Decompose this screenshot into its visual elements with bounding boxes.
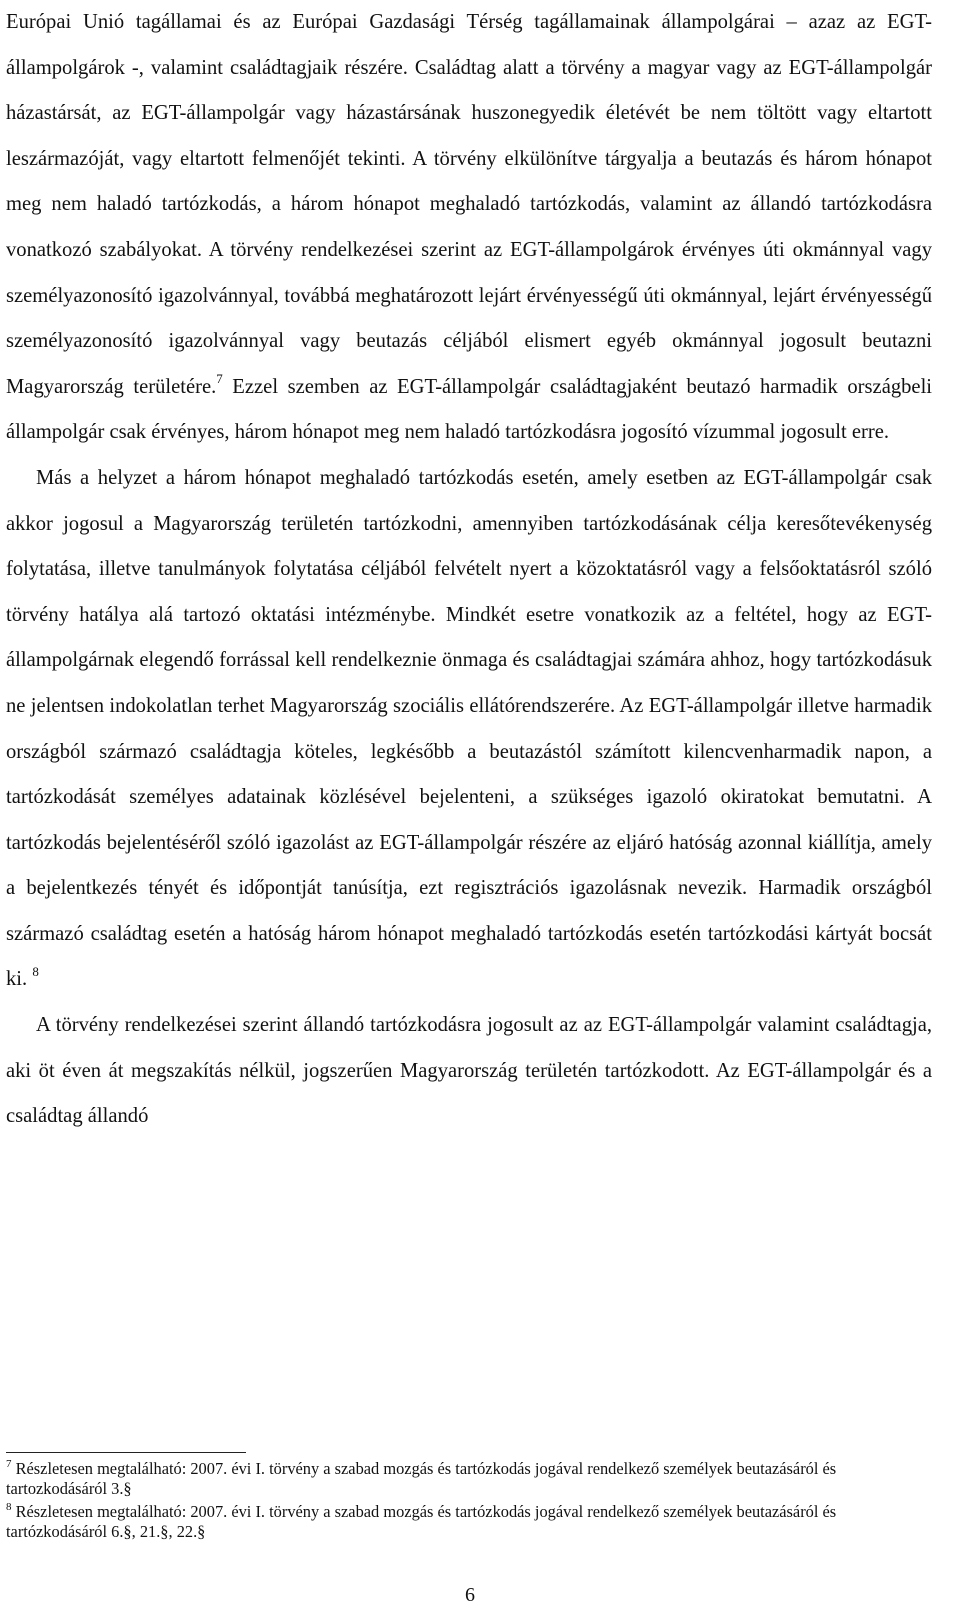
paragraph-2-text: Más a helyzet a három hónapot meghaladó tartózkodás esetén, amely esetben az EGT-állampolgár csak akkor jogosul a Magyarország területén tartózkodni, amennyiben tartózkodásának célja keresőtevékenység folytatása, illetve tanulmányok folytatása céljából felvételt nyert a közoktatásról vagy a felsőoktatásról szóló törvény hatálya alá tartozó oktatási intézménybe. Mindkét esetre vonatkozik az a feltétel, hogy az EGT-állampolgárnak elegendő forrással kell rendelkeznie önmaga és családtagjai számára ahhoz, hogy tartózkodásuk ne jelentsen indokolatlan terhet Magyarország szociális ellátórendszerére. Az EGT-állampolgár illetve harmadik országból származó családtagja köteles, legkésőbb a beutazástól számított kilencvenharmadik napon, a tartózkodását személyes adatainak közlésével bejelenteni, a szükséges igazoló okiratokat bemutatni. A tartózkodás bejelentéséről szóló igazolást az EGT-állampolgár részére az eljáró hatóság azonnal kiállítja, amely a bejelentkezés tényét és időpontját tanúsítja, ezt regisztrációs igazolásnak nevezik. Harmadik országból származó családtag esetén a hatóság három hónapot meghaladó tartózkodás esetén tartózkodási kártyát bocsát ki. xyxy=(6,466,932,991)
paragraph-3-text: A törvény rendelkezései szerint állandó tartózkodásra jogosult az az EGT-állampolgár valamint családtagja, aki öt éven át megszakítás nélkül, jogszerűen Magyarország területén tartózkodott. Az EGT-állampolgár és a családtag állandó xyxy=(6,1014,932,1128)
paragraph-3 xyxy=(6,1003,932,1140)
paragraph-1-text-a: Európai Unió tagállamai és az Európai Gazdasági Térség tagállamainak állampolgárai – azaz az EGT-állampolgárok -, valamint családtagjaik részére. Családtag alatt a törvény a magyar vagy az EGT-állampolgár házastársát, az EGT-állampolgár vagy házastársának huszonegyedik életévét be nem töltött vagy eltartott leszármazóját, vagy eltartott felmenőjét tekinti. A törvény elkülönítve tárgyalja a beutazás és három hónapot meg nem haladó tartózkodás, a három hónapot meghaladó tartózkodás, valamint az állandó tartózkodásra vonatkozó szabályokat. A törvény rendelkezései szerint az EGT-állampolgárok érvényes úti okmánnyal vagy személyazonosító igazolvánnyal, továbbá meghatározott lejárt érvényességű úti okmánnyal, lejárt érvényességű személyazonosító igazolvánnyal vagy beutazás céljából elismert egyéb okmánnyal jogosult beutazni Magyarország területére. xyxy=(6,11,932,398)
footnote-ref-7[interactable]: 7 xyxy=(216,370,223,386)
footnote-8-text: Részletesen megtalálható: 2007. évi I. törvény a szabad mozgás és tartózkodás jogával rendelkező személyek beutazásáról és tartózkodásáról 6.§, 21.§, 22.§ xyxy=(6,1502,837,1541)
footnote-7-text: Részletesen megtalálható: 2007. évi I. törvény a szabad mozgás és tartózkodás jogával rendelkező személyek beutazásáról és tartozkodásáról 3.§ xyxy=(6,1459,837,1498)
footnote-8 xyxy=(6,1502,932,1542)
footnote-7 xyxy=(6,1459,932,1499)
footnote-separator xyxy=(6,1452,246,1453)
paragraph-2 xyxy=(6,456,932,1003)
footnote-7-number: 7 xyxy=(6,1457,12,1470)
paragraph-1-text-b: Ezzel szemben az EGT-állampolgár családtagjaként beutazó harmadik országbeli állampolgár csak érvényes, három hónapot meg nem haladó tartózkodásra jogosító vízummal jogosult erre. xyxy=(6,375,933,444)
paragraph-1 xyxy=(6,0,932,456)
document-page xyxy=(6,0,932,1140)
footnotes-section xyxy=(6,1459,932,1545)
footnote-8-number: 8 xyxy=(6,1500,12,1513)
footnote-ref-8[interactable]: 8 xyxy=(32,963,39,979)
page-number: 6 xyxy=(465,1584,475,1606)
